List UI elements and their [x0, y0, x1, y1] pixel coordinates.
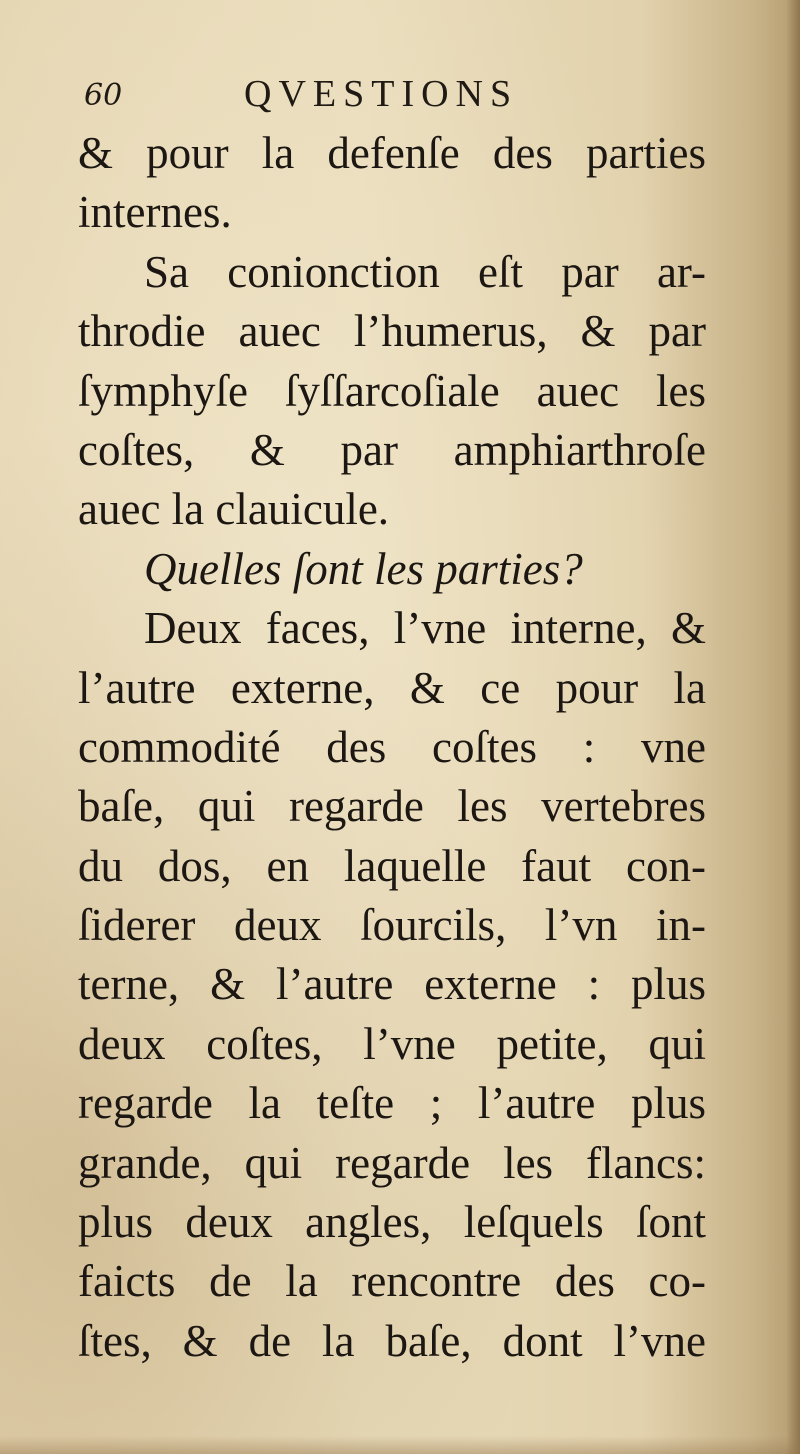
page-header: [84, 72, 724, 122]
text-line: Deux faces, l’vne interne, &: [144, 603, 706, 654]
text-line: baſe, qui regarde les vertebres: [78, 781, 706, 832]
text-line: grande, qui regarde les flancs:: [78, 1137, 706, 1188]
text-line: coſtes, & par amphiarthroſe: [78, 424, 706, 475]
page-number: 60: [84, 78, 123, 113]
text-line: faicts de la rencontre des co-: [78, 1256, 706, 1307]
text-line: commodité des coſtes : vne: [78, 721, 706, 772]
text-line: ſiderer deux ſourcils, l’vn in-: [78, 900, 706, 951]
running-title: QVESTIONS: [244, 73, 519, 115]
text-line: l’autre externe, & ce pour la: [78, 662, 706, 713]
text-line: Sa conionction eſt par ar-: [144, 246, 706, 297]
text-line: auec la clauicule.: [78, 484, 390, 535]
page-bottom-shadow: [0, 1436, 800, 1454]
text-line: du dos, en laquelle faut con-: [78, 840, 706, 891]
text-line: ſymphyſe ſyſſarcoſiale auec les: [78, 365, 706, 416]
text-line: terne, & l’autre externe : plus: [78, 959, 706, 1010]
text-line: internes.: [78, 187, 232, 238]
page-edge-shadow: [786, 0, 800, 1454]
text-line: ſtes, & de la baſe, dont l’vne: [78, 1315, 706, 1366]
text-line: throdie auec l’humerus, & par: [78, 306, 706, 357]
text-line: deux coſtes, l’vne petite, qui: [78, 1018, 706, 1069]
body-text: [78, 124, 706, 1371]
text-line: & pour la defenſe des parties: [78, 128, 706, 178]
text-line: regarde la teſte ; l’autre plus: [78, 1078, 706, 1129]
text-line: plus deux angles, leſquels ſont: [78, 1197, 706, 1248]
question-heading: Quelles ſont les parties?: [144, 543, 583, 594]
